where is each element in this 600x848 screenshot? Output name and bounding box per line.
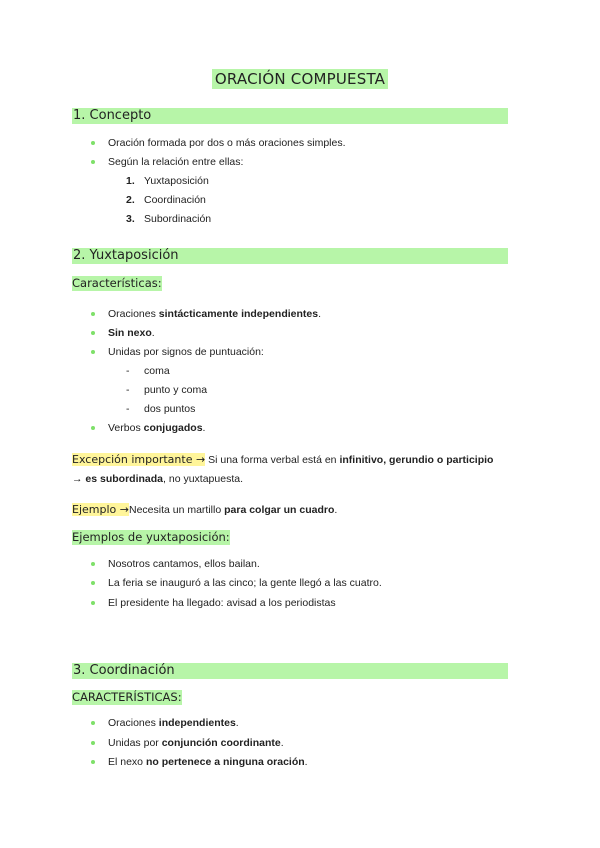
bullet-dot (91, 160, 95, 164)
list-item: El nexo no pertenece a ninguna oración. (108, 756, 308, 768)
section-heading-yuxtaposicion: 2. Yuxtaposición (72, 248, 508, 264)
dash-marker: - (126, 384, 130, 396)
excepcion-paragraph: Excepción importante → Si una forma verbal está en infinitivo, gerundio o participio (72, 453, 494, 466)
list-item: Oraciones sintácticamente independientes. (108, 308, 321, 320)
document-title: ORACIÓN COMPUESTA (0, 70, 600, 88)
list-item: Coordinación (144, 194, 206, 206)
list-item: Yuxtaposición (144, 175, 209, 187)
bullet-dot (91, 581, 95, 585)
list-item: Nosotros cantamos, ellos bailan. (108, 558, 260, 570)
dash-marker: - (126, 403, 130, 415)
section-heading-coordinacion: 3. Coordinación (72, 663, 508, 679)
list-item: coma (144, 365, 170, 377)
subheading-ejemplos: Ejemplos de yuxtaposición: (72, 530, 230, 544)
bullet-dot (91, 760, 95, 764)
bullet-dot (91, 721, 95, 725)
bullet-dot (91, 312, 95, 316)
list-item: Subordinación (144, 213, 212, 225)
bullet-dot (91, 426, 95, 430)
excepcion-label: Excepción importante → (72, 453, 206, 466)
list-item: Unidas por signos de puntuación: (108, 346, 264, 358)
list-item: Unidas por conjunción coordinante. (108, 737, 284, 749)
list-number: 1. (126, 175, 135, 187)
ejemplo-paragraph: Ejemplo →Necesita un martillo para colgar un cuadro. (72, 503, 338, 516)
list-item: El presidente ha llegado: avisad a los periodistas (108, 597, 336, 609)
bullet-dot (91, 141, 95, 145)
list-number: 3. (126, 213, 135, 225)
list-number: 2. (126, 194, 135, 206)
list-item: Verbos conjugados. (108, 422, 206, 434)
dash-marker: - (126, 365, 130, 377)
bullet-dot (91, 562, 95, 566)
subheading-caracteristicas-coord: CARACTERÍSTICAS: (72, 690, 182, 704)
bullet-dot (91, 331, 95, 335)
excepcion-paragraph-cont: → es subordinada, no yuxtapuesta. (72, 473, 244, 485)
list-item: Oraciones independientes. (108, 717, 239, 729)
list-item: Sin nexo. (108, 327, 155, 339)
subheading-caracteristicas: Características: (72, 276, 162, 290)
list-item: Oración formada por dos o más oraciones simples. (108, 137, 346, 149)
list-item: punto y coma (144, 384, 208, 396)
ejemplo-label: Ejemplo → (72, 503, 129, 516)
list-item: dos puntos (144, 403, 196, 415)
list-item: Según la relación entre ellas: (108, 156, 244, 168)
bullet-dot (91, 350, 95, 354)
list-item: La feria se inauguró a las cinco; la gente llegó a las cuatro. (108, 577, 382, 589)
bullet-dot (91, 601, 95, 605)
bullet-dot (91, 741, 95, 745)
section-heading-concepto: 1. Concepto (72, 108, 508, 124)
